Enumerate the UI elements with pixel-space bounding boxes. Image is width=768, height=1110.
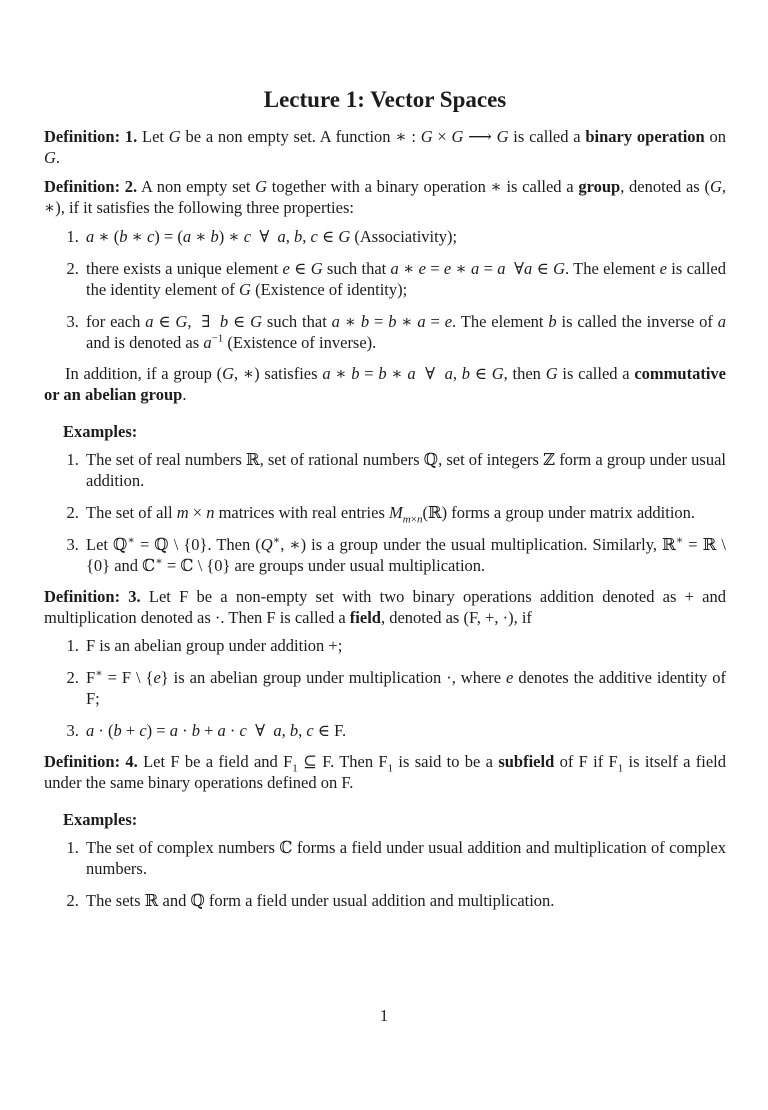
document-page	[0, 86, 768, 1110]
field-example-item-1: 1. The set of complex numbers ℂ forms a field under usual addition and multiplication of complex numbers.	[83, 837, 726, 879]
field-property-item-3: 3. a · (b + c) = a · b + a · c ∀ a, b, c ∈ F.	[83, 720, 726, 741]
field-examples-heading: Examples:	[63, 810, 138, 829]
field-examples-list	[44, 837, 726, 911]
page-body	[0, 86, 768, 911]
definition-2-paragraph: Definition: 2. A non empty set G together with a binary operation ∗ is called a group, denoted as (G, ∗), if it satisfies the following three properties:	[44, 177, 726, 217]
definition-3-paragraph: Definition: 3. Let F be a non-empty set with two binary operations addition denoted as + and multiplication denoted as ·. Then F is called a field, denoted as (F, +, ·), if	[44, 587, 726, 627]
commutative-note-paragraph: In addition, if a group (G, ∗) satisfies a ∗ b = b ∗ a ∀ a, b ∈ G, then G is called a commutative or an abelian group.	[44, 364, 726, 404]
page-number: 1	[379, 1006, 389, 1025]
field-property-item-2: 2. F∗ = F \ {e} is an abelian group under multiplication ·, where e denotes the additive identity of F;	[83, 667, 726, 709]
group-example-item-3: 3. Let ℚ∗ = ℚ \ {0}. Then (Q∗, ∗) is a group under the usual multiplication. Similarly, ℝ∗ = ℝ \ {0} and ℂ∗ = ℂ \ {0} are groups under usual multiplication.	[83, 534, 726, 576]
field-example-item-2: 2. The sets ℝ and ℚ form a field under usual addition and multiplication.	[83, 890, 726, 911]
definition-1-paragraph: Definition: 1. Let G be a non empty set. A function ∗ : G × G ⟶ G is called a binary operation on G.	[44, 127, 727, 167]
group-example-item-1: 1. The set of real numbers ℝ, set of rational numbers ℚ, set of integers ℤ form a group under usual addition.	[83, 449, 726, 491]
page-title: Lecture 1: Vector Spaces	[263, 87, 507, 112]
group-example-item-2: 2. The set of all m × n matrices with real entries $M_{m\times n}(ℝ)$ forms a group under matrix addition.	[83, 502, 726, 523]
group-property-item-3: 3. for each a ∈ G, ∃ b ∈ G such that a ∗ b = b ∗ a = e. The element b is called the inverse of a and is denoted as $a^{-1}$ (Existence of inverse).	[83, 311, 726, 353]
group-examples-list	[44, 449, 726, 576]
group-property-item-2: 2. there exists a unique element e ∈ G such that a ∗ e = e ∗ a = a ∀a ∈ G. The element e is called the identity element of G (Existence of identity);	[83, 258, 726, 300]
group-properties-list	[44, 226, 726, 353]
group-examples-heading: Examples:	[63, 422, 138, 441]
definition-4-paragraph: Definition: 4. Let F be a field and $F_1$ ⊆ F. Then $F_1$ is said to be a subfield of F if $F_1$ is itself a field under the same binary operations defined on F.	[44, 752, 726, 792]
group-property-item-1: 1. a ∗ (b ∗ c) = (a ∗ b) ∗ c ∀ a, b, c ∈ G (Associativity);	[83, 226, 726, 247]
field-properties-list	[44, 635, 726, 741]
field-property-item-1: 1. F is an abelian group under addition +;	[83, 635, 726, 656]
